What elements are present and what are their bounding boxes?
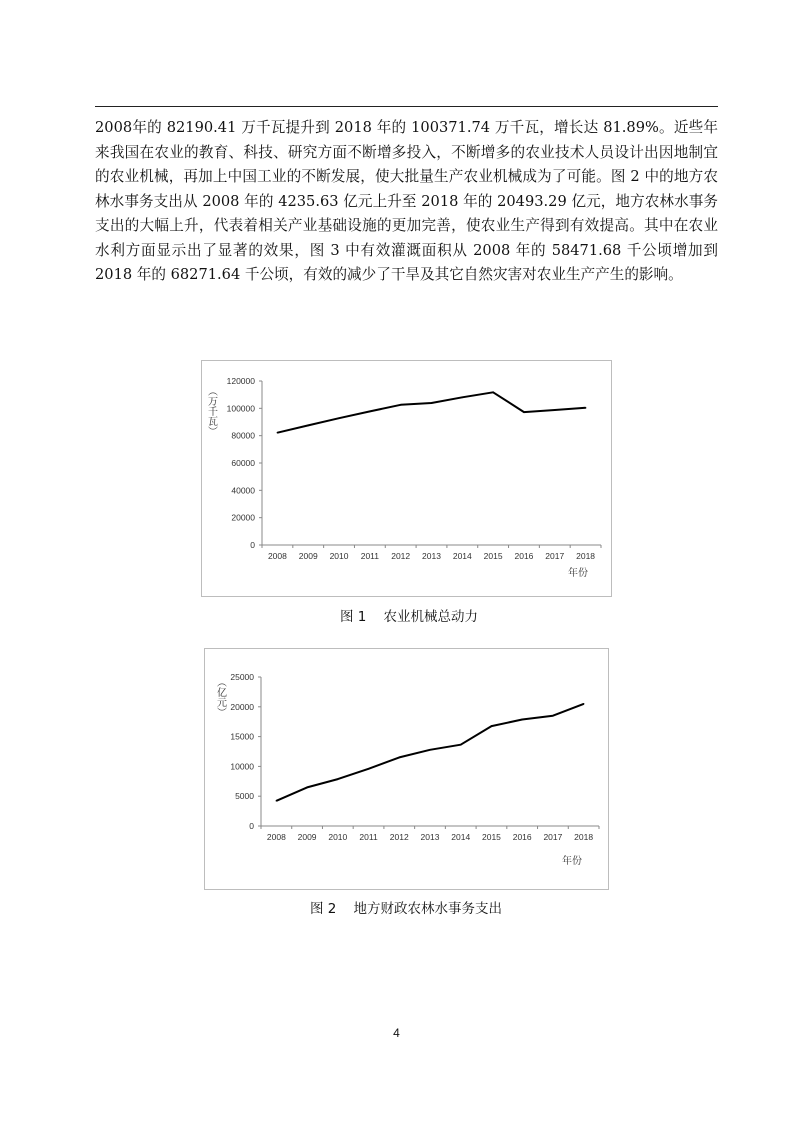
data-point	[338, 417, 340, 419]
data-point	[400, 404, 402, 406]
y-tick-label: 100000	[226, 403, 255, 414]
data-point	[337, 778, 339, 780]
data-point	[307, 425, 309, 427]
data-point	[368, 768, 370, 770]
data-point	[429, 749, 431, 751]
data-point	[306, 787, 308, 789]
x-axis-label: 年份	[568, 568, 588, 579]
y-tick-label: 120000	[226, 376, 255, 386]
x-tick-label: 2012	[389, 832, 409, 842]
x-tick-label: 2008	[267, 551, 287, 561]
x-tick-label: 2013	[420, 832, 440, 842]
x-tick-label: 2018	[576, 551, 596, 561]
x-tick-label: 2008	[266, 832, 286, 842]
y-axis-label: （亿元）	[214, 677, 226, 717]
x-tick-label: 2014	[451, 832, 471, 842]
x-tick-label: 2010	[328, 832, 348, 842]
series-line	[276, 704, 583, 801]
x-tick-label: 2011	[360, 551, 380, 561]
x-tick-label: 2018	[574, 832, 594, 842]
y-tick-label: 15000	[230, 731, 254, 742]
y-tick-label: 40000	[231, 485, 255, 496]
x-tick-label: 2009	[297, 832, 317, 842]
x-tick-label: 2009	[298, 551, 318, 561]
x-tick-label: 2016	[514, 551, 534, 561]
data-point	[491, 725, 493, 727]
figure-2	[204, 648, 609, 890]
chart-agri-expenditure	[205, 649, 608, 889]
data-point	[585, 407, 587, 409]
data-point	[398, 757, 400, 759]
x-tick-label: 2011	[359, 832, 378, 842]
y-tick-label: 20000	[230, 701, 254, 712]
body-paragraph: 2008年的 82190.41 万千瓦提升到 2018 年的 100371.74 万千瓦，增长达 81.89%。近些年来我国在农业的教育、科技、研究方面不断增多投入，不断增多的农业技术人员设计出因地制宜的农业机械，再加上中国工业的不断发展，使大批量生产农业机械成为了可能。图 2 中的地方农林水事务支出从 2008 年的 4235.63 亿元上升至 2018 年的 20493.29 亿元，地方农林水事务支出的大幅上升，代表着相关产业基础设施的更加完善，使农业生产得到有效提高。其中在农业水利方面显示出了显著的效果，图 3 中有效灌溉面积从 2008 年的 58471.68 千公顷增加到 2018 年的 68271.64 千公顷，有效的减少了干旱及其它自然灾害对农业生产产生的影响。	[95, 119, 718, 283]
x-tick-label: 2017	[543, 832, 563, 842]
y-tick-label: 5000	[235, 791, 254, 802]
header-rule	[95, 106, 718, 107]
y-tick-label: 60000	[231, 458, 255, 468]
y-axis-label: （万千瓦）	[205, 386, 217, 436]
figure-1-caption: 图 1 农业机械总动力	[340, 609, 479, 625]
data-point	[521, 719, 523, 721]
y-tick-label: 10000	[230, 761, 254, 772]
figure-1	[201, 360, 612, 597]
chart-machinery-power	[202, 361, 611, 596]
x-tick-label: 2012	[391, 551, 411, 561]
x-tick-label: 2017	[545, 551, 565, 561]
page-number: 4	[393, 1026, 400, 1040]
data-point	[492, 392, 494, 394]
data-point	[431, 402, 433, 404]
data-point	[277, 432, 279, 434]
y-tick-label: 20000	[231, 512, 255, 523]
data-point	[583, 703, 585, 705]
data-point	[460, 744, 462, 746]
y-tick-label: 0	[250, 540, 255, 550]
x-axis-label: 年份	[562, 856, 582, 867]
x-tick-label: 2015	[483, 551, 503, 561]
data-point	[552, 715, 554, 717]
x-tick-label: 2015	[481, 832, 501, 842]
data-point	[369, 411, 371, 413]
x-tick-label: 2014	[452, 551, 472, 561]
x-tick-label: 2016	[512, 832, 532, 842]
y-tick-label: 0	[249, 821, 254, 831]
series-line	[277, 392, 585, 432]
data-point	[554, 409, 556, 411]
data-point	[523, 411, 525, 413]
data-point	[462, 397, 464, 399]
x-tick-label: 2013	[422, 551, 441, 561]
figure-2-caption: 图 2 地方财政农林水事务支出	[310, 901, 503, 917]
y-tick-label: 25000	[230, 672, 254, 682]
x-tick-label: 2010	[329, 551, 349, 561]
y-tick-label: 80000	[231, 430, 255, 441]
data-point	[276, 800, 278, 802]
